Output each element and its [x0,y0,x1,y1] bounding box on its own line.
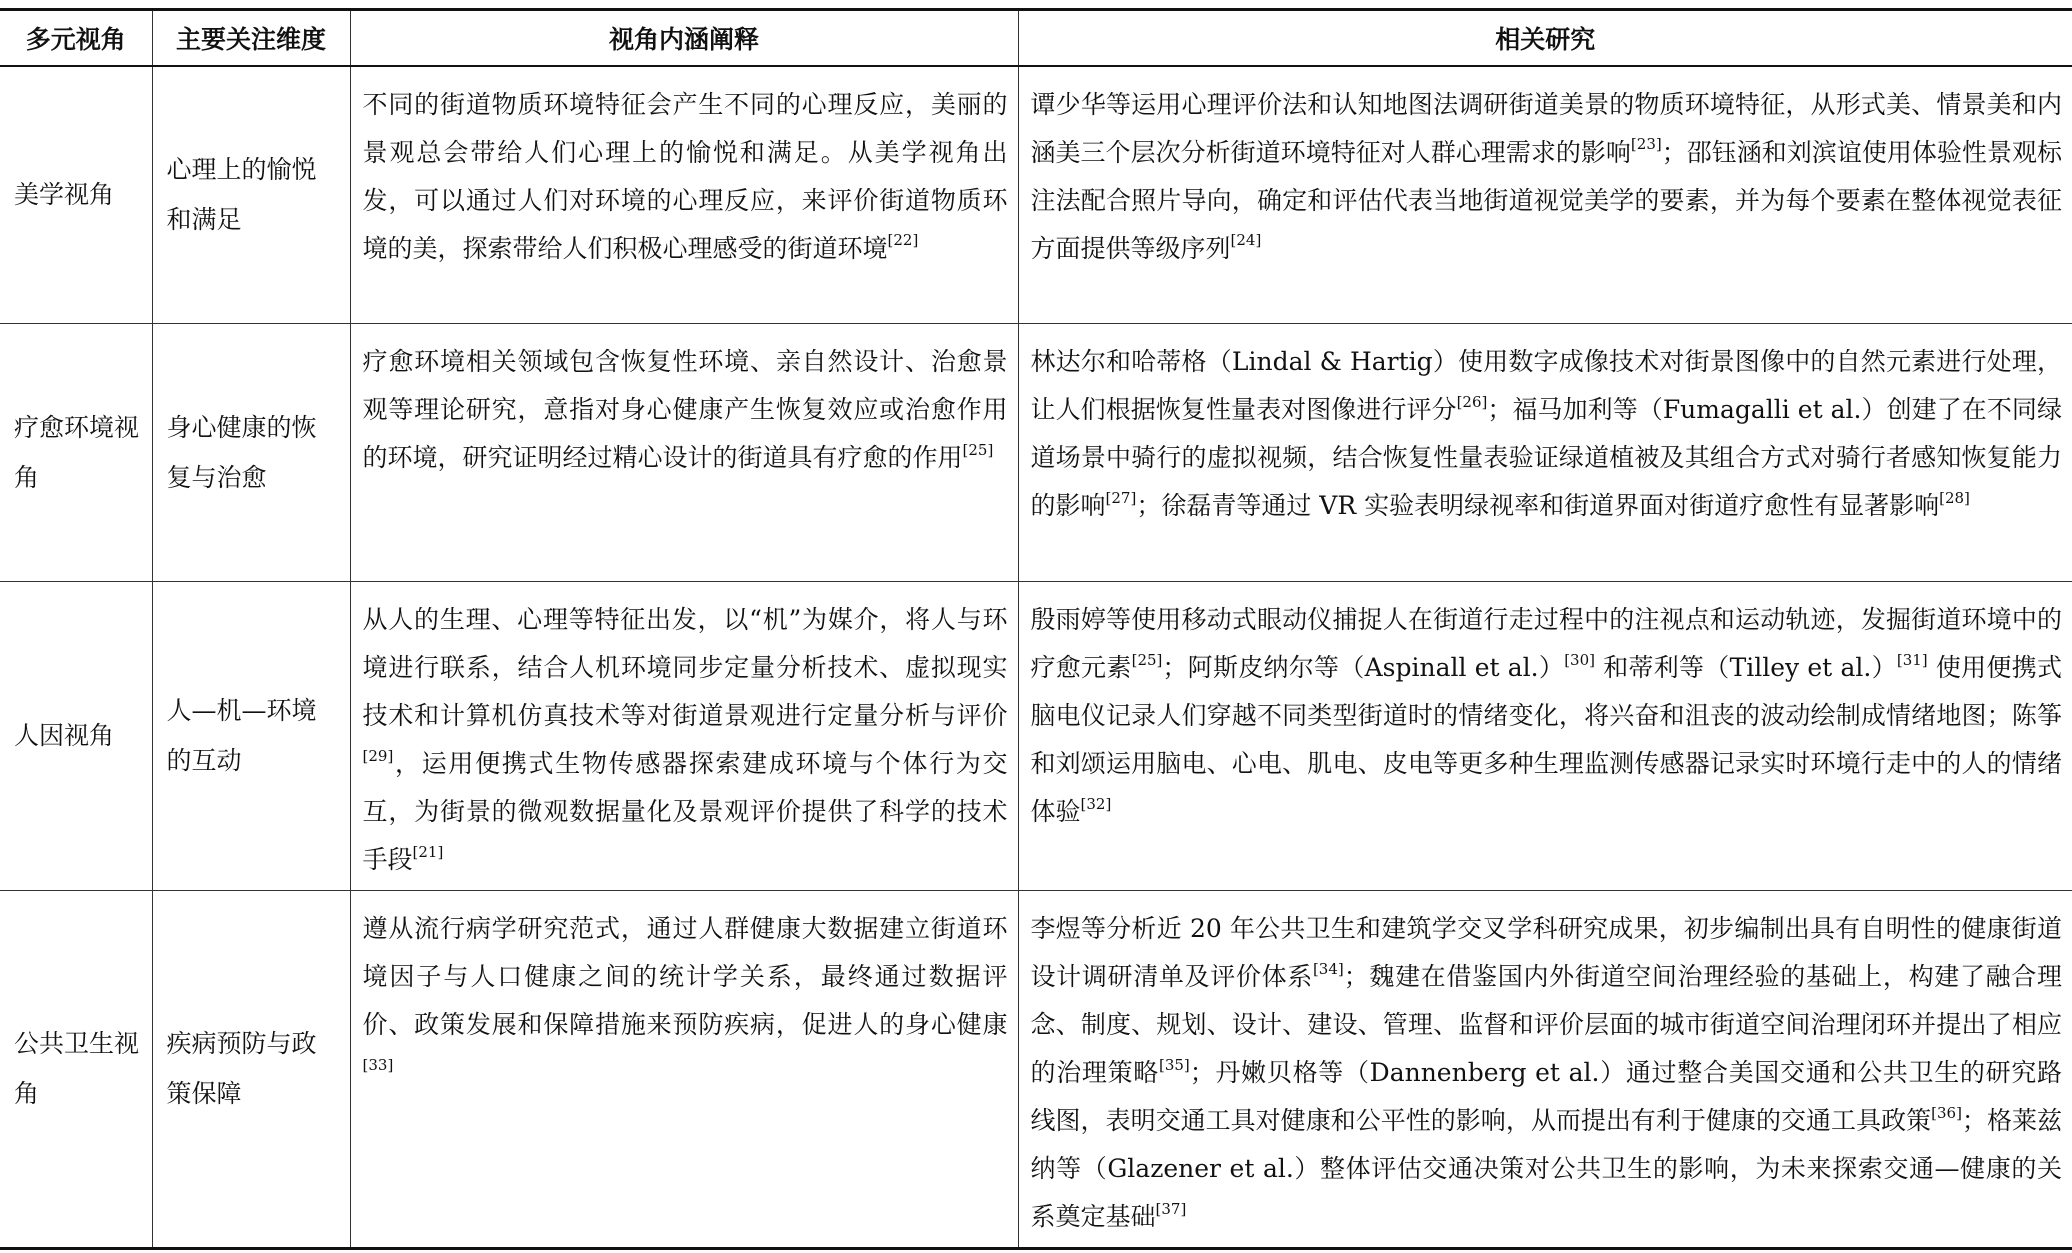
citation-ref: [23] [1630,135,1662,154]
table-row [0,891,2072,1249]
citation-ref: [33] [362,1055,394,1074]
research-text: 殷雨婷等使用移动式眼动仪捕捉人在街道行走过程中的注视点和运动轨迹，发掘街道环境中的疗愈元素 [1030,605,2062,682]
research-text: 使用便携式脑电仪记录人们穿越不同类型街道时的情绪变化，将兴奋和沮丧的波动绘制成情绪地图；陈筝和刘颂运用脑电、心电、肌电、皮电等更多种生理监测传感器记录实时环境行走中的人的情绪体验 [1030,653,2062,826]
citation-ref: [25] [962,440,994,459]
citation-ref: [27] [1105,488,1137,507]
table-row [0,66,2072,324]
dimension-cell: 人—机—环境的互动 [152,582,350,891]
perspective-cell: 公共卫生视角 [0,891,152,1249]
citation-ref: [24] [1230,231,1262,250]
citation-ref: [26] [1456,392,1488,411]
citation-ref: [22] [887,231,919,250]
research-text: ；福马加利等（Fumagalli et al.）创建了在不同绿道场景中骑行的虚拟视频，结合恢复性量表验证绿道植被及其组合方式对骑行者感知恢复能力的影响 [1030,395,2062,520]
dimension-cell: 身心健康的恢复与治愈 [152,324,350,582]
perspectives-table [0,8,2072,1250]
connotation-text: 遵从流行病学研究范式，通过人群健康大数据建立街道环境因子与人口健康之间的统计学关系，最终通过数据评价、政策发展和保障措施来预防疾病，促进人的身心健康 [362,914,1008,1039]
connotation-text: 疗愈环境相关领域包含恢复性环境、亲自然设计、治愈景观等理论研究，意指对身心健康产生恢复效应或治愈作用的环境，研究证明经过精心设计的街道具有疗愈的作用 [362,347,1008,472]
dimension-cell: 疾病预防与政策保障 [152,891,350,1249]
citation-ref: [21] [412,842,444,861]
connotation-cell [350,324,1018,582]
research-text: ；魏建在借鉴国内外街道空间治理经验的基础上，构建了融合理念、制度、规划、设计、建设、管理、监督和评价层面的城市街道空间治理闭环并提出了相应的治理策略 [1030,962,2062,1087]
citation-ref: [30] [1564,650,1595,669]
connotation-text: ，运用便携式生物传感器探索建成环境与个体行为交互，为街景的微观数据量化及景观评价提供了科学的技术手段 [362,749,1008,874]
header-dimension: 主要关注维度 [152,10,350,66]
connotation-text: 不同的街道物质环境特征会产生不同的心理反应，美丽的景观总会带给人们心理上的愉悦和满足。从美学视角出发，可以通过人们对环境的心理反应，来评价街道物质环境的美，探索带给人们积极心理感受的街道环境 [362,89,1008,263]
citation-ref: [34] [1312,959,1344,978]
connotation-cell [350,582,1018,891]
citation-ref: [36] [1931,1103,1962,1122]
citation-ref: [29] [362,746,394,765]
citation-ref: [31] [1896,650,1928,669]
research-text: ；邵钰涵和刘滨谊使用体验性景观标注法配合照片导向，确定和评估代表当地街道视觉美学的要素，并为每个要素在整体视觉表征方面提供等级序列 [1030,137,2062,263]
research-text: ；格莱兹纳等（Glazener et al.）整体评估交通决策对公共卫生的影响，为未来探索交通—健康的关系奠定基础 [1030,1106,2062,1231]
citation-ref: [35] [1158,1055,1190,1074]
research-cell [1018,66,2072,324]
research-cell [1018,582,2072,891]
header-row [0,10,2072,66]
perspective-cell: 人因视角 [0,582,152,891]
citation-ref: [28] [1939,488,1970,507]
connotation-text: 从人的生理、心理等特征出发，以“机”为媒介，将人与环境进行联系，结合人机环境同步定量分析技术、虚拟现实技术和计算机仿真技术等对街道景观进行定量分析与评价 [362,605,1008,730]
header-perspective: 多元视角 [0,10,152,66]
research-text: ；丹嫩贝格等（Dannenberg et al.）通过整合美国交通和公共卫生的研究路线图，表明交通工具对健康和公平性的影响，从而提出有利于健康的交通工具政策 [1030,1058,2062,1135]
table-row [0,324,2072,582]
research-cell [1018,891,2072,1249]
citation-ref: [37] [1155,1199,1187,1218]
table-body [0,66,2072,1249]
perspective-cell: 疗愈环境视角 [0,324,152,582]
table-header [0,10,2072,66]
literature-table-container [0,8,2072,1250]
connotation-cell [350,66,1018,324]
header-connotation: 视角内涵阐释 [350,10,1018,66]
research-text: 谭少华等运用心理评价法和认知地图法调研街道美景的物质环境特征，从形式美、情景美和内涵美三个层次分析街道环境特征对人群心理需求的影响 [1030,89,2062,167]
research-text: 林达尔和哈蒂格（Lindal & Hartig）使用数字成像技术对街景图像中的自然元素进行处理，让人们根据恢复性量表对图像进行评分 [1030,347,2062,424]
citation-ref: [32] [1080,794,1112,813]
header-research: 相关研究 [1018,10,2072,66]
research-cell [1018,324,2072,582]
table-row [0,582,2072,891]
research-text: ；阿斯皮纳尔等（Aspinall et al.） [1162,653,1565,682]
connotation-cell [350,891,1018,1249]
dimension-cell: 心理上的愉悦和满足 [152,66,350,324]
research-text: 和蒂利等（Tilley et al.） [1594,653,1897,682]
perspective-cell: 美学视角 [0,66,152,324]
citation-ref: [25] [1131,650,1163,669]
research-text: ；徐磊青等通过 VR 实验表明绿视率和街道界面对街道疗愈性有显著影响 [1136,491,1940,520]
research-text: 李煜等分析近 20 年公共卫生和建筑学交叉学科研究成果，初步编制出具有自明性的健康街道设计调研清单及评价体系 [1030,914,2062,991]
